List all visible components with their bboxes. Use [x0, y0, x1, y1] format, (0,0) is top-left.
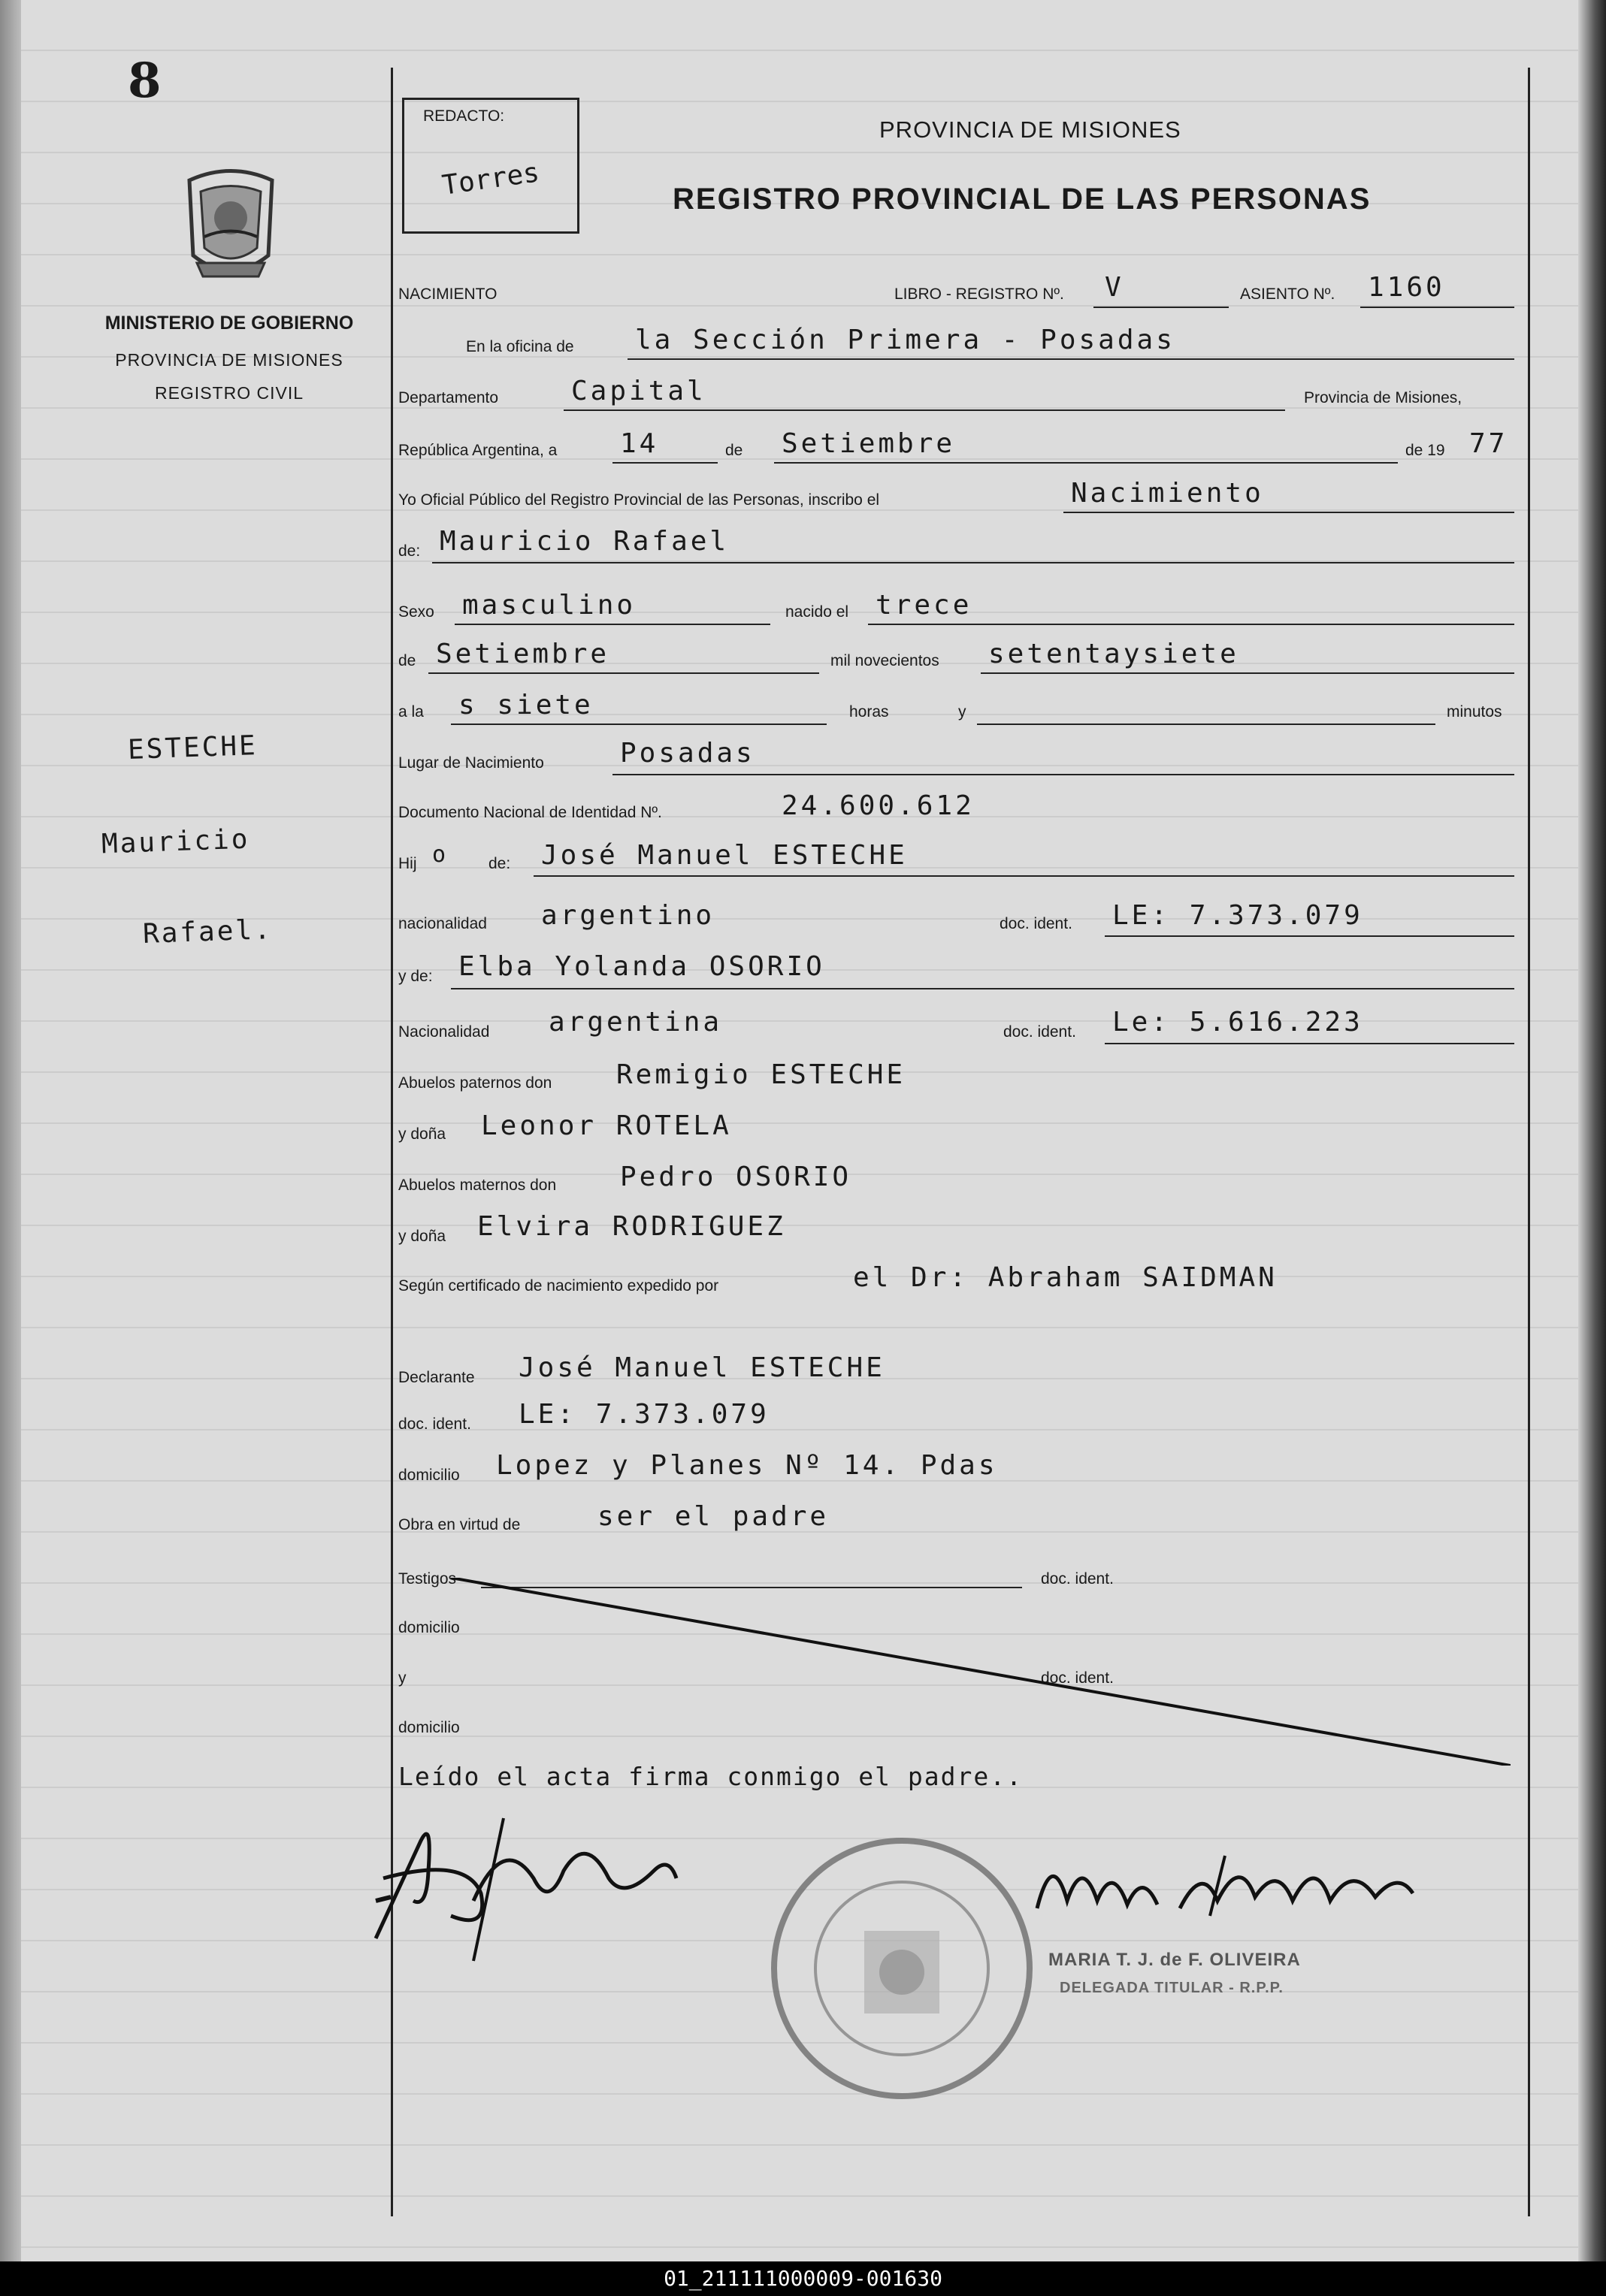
- nacionalidad-value: argentino: [541, 900, 715, 931]
- nacionalidad-value: argentina: [549, 1007, 723, 1038]
- redacto-label: REDACTO:: [423, 107, 505, 125]
- provincia-label: Provincia de Misiones,: [1304, 389, 1462, 406]
- underline: [981, 672, 1514, 674]
- doc-ident-label: doc. ident.: [398, 1415, 471, 1433]
- underline: [432, 562, 1514, 563]
- oficina-value: la Sección Primera - Posadas: [635, 325, 1175, 355]
- dona-label: y doña: [398, 1228, 446, 1245]
- underline: [428, 672, 819, 674]
- header-province: PROVINCIA DE MISIONES: [879, 116, 1181, 143]
- hij-label: Hij: [398, 855, 417, 872]
- underline: [1360, 307, 1514, 308]
- oficial-value: Nacimiento: [1071, 478, 1264, 509]
- documento-label: Documento Nacional de Identidad Nº.: [398, 804, 662, 821]
- officer-name: MARIA T. J. de F. OLIVEIRA: [1048, 1950, 1301, 1970]
- dona-value: Elvira RODRIGUEZ: [477, 1211, 786, 1242]
- nacionalidad-label: Nacionalidad: [398, 1023, 490, 1041]
- republica-label: República Argentina, a: [398, 442, 558, 459]
- official-seal: [767, 1833, 1037, 2104]
- underline: [451, 988, 1514, 989]
- obra-value: ser el padre: [597, 1501, 830, 1532]
- abuelos-paternos-label: Abuelos paternos don: [398, 1074, 552, 1092]
- oficina-label: En la oficina de: [466, 338, 574, 355]
- officer-title: DELEGADA TITULAR - R.P.P.: [1060, 1980, 1284, 1996]
- minutos-label: minutos: [1447, 703, 1502, 721]
- doc-ident-label: doc. ident.: [1041, 1570, 1114, 1588]
- underline: [564, 409, 1285, 411]
- underline: [868, 624, 1514, 625]
- nacido-label: nacido el: [785, 603, 849, 621]
- nombre-value: Mauricio Rafael: [440, 526, 730, 557]
- page-title: REGISTRO PROVINCIAL DE LAS PERSONAS: [673, 183, 1372, 216]
- dia-value: 14: [620, 428, 659, 459]
- provincial-coat-of-arms-icon: [174, 165, 287, 285]
- mes2-value: Setiembre: [436, 639, 610, 669]
- certificado-value: el Dr: Abraham SAIDMAN: [853, 1262, 1278, 1293]
- anio-value: 77: [1469, 428, 1508, 459]
- underline: [774, 462, 1398, 464]
- padre-value: José Manuel ESTECHE: [541, 840, 908, 871]
- officer-signature: [1030, 1841, 1420, 1931]
- underline: [534, 875, 1514, 877]
- abuelos-maternos-value: Pedro OSORIO: [620, 1162, 852, 1192]
- certificado-label: Según certificado de nacimiento expedido por: [398, 1277, 719, 1295]
- sexo-label: Sexo: [398, 603, 434, 621]
- anio-label: de 19: [1405, 442, 1445, 459]
- departamento-label: Departamento: [398, 389, 499, 406]
- lugar-label: Lugar de Nacimiento: [398, 754, 544, 772]
- page-number: 8: [128, 53, 162, 109]
- de-label: de:: [398, 542, 421, 560]
- ministry-province: PROVINCIA DE MISIONES: [115, 350, 343, 370]
- hora-value: s siete: [458, 690, 594, 721]
- lugar-value: Posadas: [620, 738, 755, 769]
- margin-note-surname: ESTECHE: [127, 730, 259, 766]
- underline: [1063, 512, 1514, 513]
- page-edge: [1578, 0, 1606, 2261]
- margin-note-name: Mauricio: [101, 823, 251, 860]
- nacido-value: trece: [876, 590, 972, 621]
- obra-label: Obra en virtud de: [398, 1516, 521, 1533]
- abuelos-maternos-label: Abuelos maternos don: [398, 1177, 557, 1194]
- mes-value: Setiembre: [782, 428, 956, 459]
- doc-ident-value: Le: 5.616.223: [1112, 1007, 1363, 1038]
- redacto-box: [402, 98, 579, 234]
- domicilio-value: Lopez y Planes Nº 14. Pdas: [496, 1450, 998, 1481]
- abuelos-paternos-value: Remigio ESTECHE: [616, 1059, 906, 1090]
- asiento-label: ASIENTO Nº.: [1240, 285, 1335, 303]
- de-label: de: [398, 652, 416, 669]
- underline: [612, 462, 718, 464]
- mil-value: setentaysiete: [988, 639, 1239, 669]
- sexo-value: masculino: [462, 590, 637, 621]
- testigos-label: Testigos: [398, 1570, 457, 1588]
- ministry-registry: REGISTRO CIVIL: [154, 383, 304, 403]
- libro-value: V: [1105, 272, 1124, 303]
- de-label: de: [725, 442, 743, 459]
- underline: [1105, 1043, 1514, 1044]
- doc-ident-value: LE: 7.373.079: [1112, 900, 1363, 931]
- domicilio-label: domicilio: [398, 1619, 460, 1636]
- underline: [1105, 935, 1514, 937]
- dona-value: Leonor ROTELA: [481, 1110, 732, 1141]
- redacto-value: Torres: [440, 157, 542, 201]
- domicilio-label: domicilio: [398, 1719, 460, 1736]
- ala-label: a la: [398, 703, 424, 721]
- doc-ident-label: doc. ident.: [1041, 1669, 1114, 1687]
- father-signature: [361, 1788, 691, 1968]
- madre-value: Elba Yolanda OSORIO: [458, 951, 825, 982]
- horas-y-label: y: [958, 703, 966, 721]
- departamento-value: Capital: [571, 376, 706, 406]
- underline: [977, 724, 1435, 725]
- nacionalidad-label: nacionalidad: [398, 915, 487, 932]
- doc-ident-label: doc. ident.: [1000, 915, 1072, 932]
- domicilio-label: domicilio: [398, 1467, 460, 1484]
- hij-de-label: de:: [488, 855, 511, 872]
- declarante-value: José Manuel ESTECHE: [519, 1352, 885, 1383]
- underline: [628, 358, 1514, 360]
- documento-value: 24.600.612: [782, 790, 975, 821]
- y-label: y: [398, 1669, 407, 1687]
- leido-note: Leído el acta firma conmigo el padre..: [398, 1762, 1023, 1791]
- doc-ident-label: doc. ident.: [1003, 1023, 1076, 1041]
- strike-through-line: [451, 1578, 1511, 1766]
- oficial-label: Yo Oficial Público del Registro Provincial de las Personas, inscribo el: [398, 491, 880, 509]
- nacimiento-label: NACIMIENTO: [398, 285, 498, 303]
- libro-label: LIBRO - REGISTRO Nº.: [894, 285, 1064, 303]
- hij-value: o: [432, 841, 449, 868]
- margin-note-name: Rafael.: [142, 914, 274, 950]
- underline: [455, 624, 770, 625]
- image-reference-code: 01_211111000009-001630: [664, 2266, 942, 2291]
- asiento-value: 1160: [1368, 272, 1445, 303]
- mil-label: mil novecientos: [830, 652, 939, 669]
- dona-label: y doña: [398, 1125, 446, 1143]
- horas-label: horas: [849, 703, 889, 721]
- underline: [612, 774, 1514, 775]
- underline: [451, 724, 827, 725]
- page-binding: [0, 0, 21, 2261]
- ministry-title: MINISTERIO DE GOBIERNO: [104, 313, 354, 334]
- yde-label: y de:: [398, 968, 433, 985]
- doc-ident-value: LE: 7.373.079: [519, 1399, 770, 1430]
- underline: [1093, 307, 1229, 308]
- declarante-label: Declarante: [398, 1369, 475, 1386]
